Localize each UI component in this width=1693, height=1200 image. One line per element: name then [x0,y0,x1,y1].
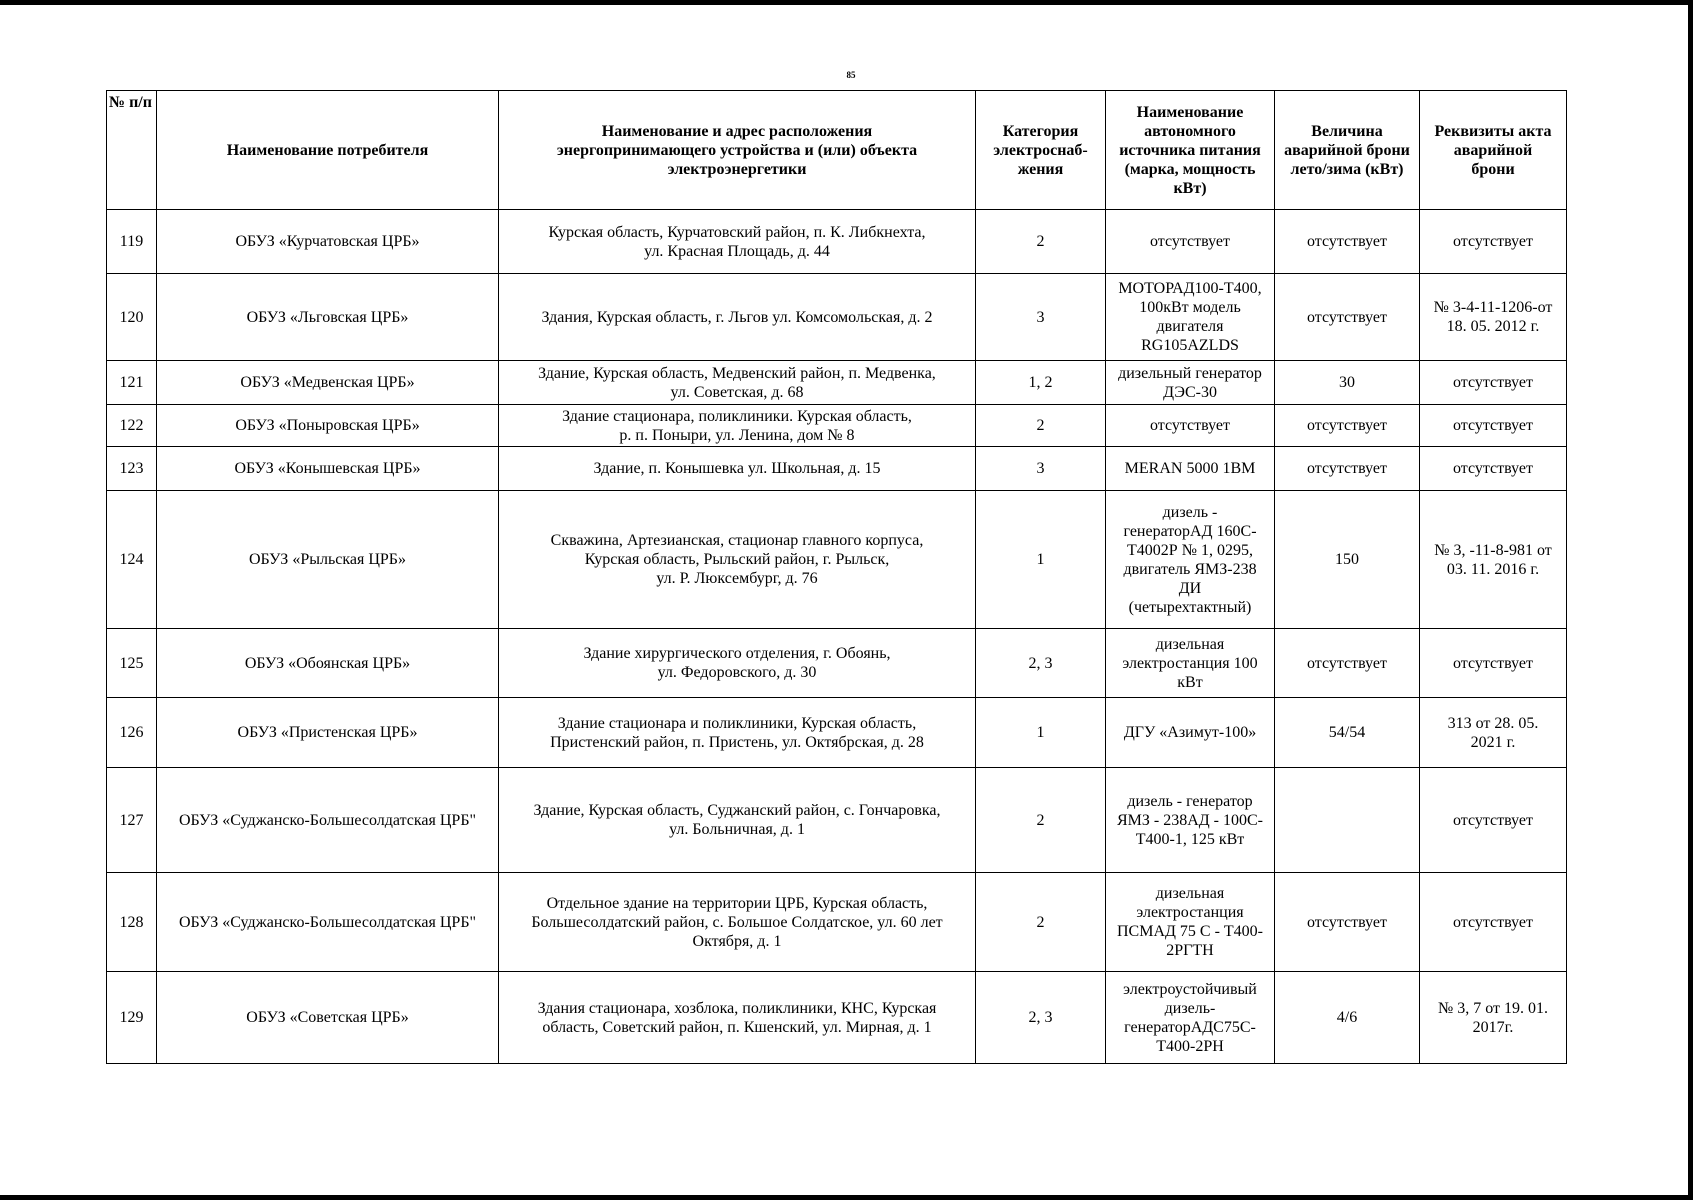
cell-consumer: ОБУЗ «Льговская ЦРБ» [157,274,499,361]
cell-line: MERAN 5000 1BM [1124,460,1256,477]
cell-category: 3 [976,274,1106,361]
cell-line: ул. Федоровского, д. 30 [657,664,817,681]
cell-line: 100кВт модель [1139,299,1241,316]
cell-power-source [1106,491,1275,629]
table-row [107,210,1567,274]
table-row [107,698,1567,768]
cell-number: 128 [107,873,157,972]
table-row [107,361,1567,405]
cell-line: ЯМЗ - 238АД - 100С- [1116,811,1264,829]
cell-category: 3 [976,447,1106,491]
cell-line: электростанция 100 [1122,654,1258,672]
cell-consumer: ОБУЗ «Медвенская ЦРБ» [157,361,499,405]
cell-reserve-value: 54/54 [1275,698,1420,768]
cell-power-source [1106,274,1275,361]
cell-address [499,698,976,768]
cell-line: отсутствует [1452,811,1534,829]
cell-consumer: ОБУЗ «Пристенская ЦРБ» [157,698,499,768]
table-row [107,274,1567,361]
cell-line: кВт) [1173,179,1207,197]
cell-number: 123 [107,447,157,491]
cell-power-source [1106,873,1275,972]
cell-reserve-act [1420,873,1567,972]
table-body [107,210,1567,1064]
cell-line: Величина [1311,122,1383,140]
table-row [107,972,1567,1064]
cell-line: Здание, п. Конышевка ул. Школьная, д. 15 [593,460,881,477]
cell-reserve-act [1420,447,1567,491]
cell-number: 129 [107,972,157,1064]
cell-line: область, Советский район, п. Кшенский, ул. Мирная, д. 1 [542,1018,932,1036]
cell-line: Т400-2РН [1156,1037,1224,1055]
cell-number: 122 [107,405,157,447]
cell-reserve-value: отсутствует [1275,873,1420,972]
cell-number: 127 [107,768,157,873]
cell-line: 313 от 28. 05. [1447,714,1539,732]
page-border-bottom [0,1195,1693,1200]
table-row [107,873,1567,972]
cell-line: ДЭС-30 [1163,383,1217,401]
cell-consumer: ОБУЗ «Советская ЦРБ» [157,972,499,1064]
cell-line: ул. Советская, д. 68 [670,383,804,401]
cell-line: Наименование [1136,103,1244,121]
cell-line: Т400-1, 125 кВт [1135,830,1245,848]
cell-address [499,873,976,972]
cell-line: Здание стационара, поликлиники. Курская область, [562,407,912,425]
cell-line: Скважина, Артезианская, стационар главного корпуса, [550,532,924,549]
cell-power-source [1106,768,1275,873]
page-border-top [0,0,1693,5]
page-number: 85 [846,70,856,80]
cell-line: дизельная [1155,635,1225,653]
table-row [107,447,1567,491]
cell-line: ДГУ «Азимут-100» [1123,724,1257,741]
cell-category: 2, 3 [976,972,1106,1064]
cell-line: р. п. Поныри, ул. Ленина, дом № 8 [619,426,855,444]
cell-line: автономного [1144,122,1236,140]
cell-line: МОТОРАД100-Т400, [1118,280,1262,297]
cell-reserve-value: отсутствует [1275,274,1420,361]
cell-category: 2 [976,210,1106,274]
table-row [107,405,1567,447]
cell-line: дизель - генератор [1127,792,1253,810]
cell-line: 2РГТН [1166,942,1214,959]
cell-line: дизельная [1155,885,1225,902]
cell-line: электроснаб- [993,141,1088,159]
cell-line: ПСМАД 75 С - Т400- [1116,923,1264,940]
cell-reserve-act [1420,491,1567,629]
cell-line: отсутствует [1149,417,1231,434]
cell-reserve-value: 150 [1275,491,1420,629]
cell-address [499,972,976,1064]
cell-line: источника питания [1119,141,1261,159]
cell-reserve-act [1420,405,1567,447]
cell-reserve-act [1420,210,1567,274]
cell-line: Наименование и адрес расположения [601,122,873,140]
cell-line: генераторАД 160С- [1123,522,1257,540]
cell-line: Большесолдатский район, с. Большое Солдатское, ул. 60 лет [531,913,943,931]
cell-line: аварийной брони [1284,141,1410,159]
header-reserve [1275,91,1420,210]
cell-line: Здание, Курская область, Суджанский район, с. Гончаровка, [533,802,941,819]
cell-line: Т4002Р № 1, 0295, [1127,541,1253,559]
cell-reserve-value: отсутствует [1275,210,1420,274]
cell-line: кВт [1177,673,1203,691]
cell-reserve-value: отсутствует [1275,629,1420,698]
cell-number: 126 [107,698,157,768]
cell-consumer: ОБУЗ «Конышевская ЦРБ» [157,447,499,491]
cell-line: отсутствует [1149,233,1231,250]
cell-line: ул. Больничная, д. 1 [669,821,805,838]
cell-reserve-act [1420,361,1567,405]
cell-consumer: ОБУЗ «Курчатовская ЦРБ» [157,210,499,274]
cell-reserve-value: отсутствует [1275,405,1420,447]
cell-line: отсутствует [1452,374,1534,391]
cell-line: двигателя [1156,318,1224,335]
cell-line: жения [1017,160,1064,178]
cell-reserve-act [1420,698,1567,768]
cell-line: ул. Красная Площадь, д. 44 [644,242,830,260]
cell-consumer: ОБУЗ «Суджанско-Большесолдатская ЦРБ" [157,768,499,873]
cell-category: 2, 3 [976,629,1106,698]
cell-line: ул. Р. Люксембург, д. 76 [656,570,818,587]
cell-line: Здание стационара и поликлиники, Курская область, [557,714,917,732]
cell-address [499,405,976,447]
cell-power-source [1106,361,1275,405]
cell-number: 124 [107,491,157,629]
cell-line: отсутствует [1452,460,1534,477]
header-category [976,91,1106,210]
cell-line: дизель - [1162,503,1218,521]
cell-line: аварийной [1453,141,1533,159]
cell-line: лето/зима (кВт) [1290,160,1404,178]
cell-number: 125 [107,629,157,698]
cell-line: Здания стационара, хозблока, поликлиники, КНС, Курская [537,999,937,1017]
cell-line: Октября, д. 1 [692,932,782,950]
cell-line: RG105AZLDS [1141,337,1239,354]
cell-line: ДИ [1178,579,1202,597]
cell-consumer: ОБУЗ «Обоянская ЦРБ» [157,629,499,698]
cell-line: Здания, Курская область, г. Льгов ул. Комсомольская, д. 2 [541,308,933,326]
cell-line: дизельный генератор [1118,364,1262,382]
cell-reserve-act [1420,972,1567,1064]
header-source [1106,91,1275,210]
cell-power-source [1106,210,1275,274]
cell-line: отсутствует [1452,913,1534,931]
cell-power-source [1106,629,1275,698]
cell-power-source [1106,698,1275,768]
table-row [107,491,1567,629]
header-act [1420,91,1567,210]
header-address [499,91,976,210]
cell-address [499,629,976,698]
cell-address [499,447,976,491]
cell-line: Здание, Курская область, Медвенский район, п. Медвенка, [538,364,936,382]
cell-reserve-act [1420,768,1567,873]
cell-address [499,491,976,629]
cell-number: 121 [107,361,157,405]
cell-reserve-act [1420,274,1567,361]
cell-line: 2021 г. [1470,733,1516,751]
cell-line: электроустойчивый [1123,980,1257,998]
cell-consumer: ОБУЗ «Суджанско-Большесолдатская ЦРБ" [157,873,499,972]
cell-line: электростанция [1136,904,1244,921]
cell-line: (марка, мощность [1124,160,1256,178]
header-number: № п/п [107,91,157,210]
table-row [107,768,1567,873]
table-header-row [107,91,1567,210]
cell-line: отсутствует [1452,233,1534,250]
cell-category: 1, 2 [976,361,1106,405]
cell-line: дизель- [1164,999,1216,1017]
cell-category: 1 [976,698,1106,768]
cell-category: 2 [976,768,1106,873]
cell-category: 2 [976,405,1106,447]
cell-number: 120 [107,274,157,361]
table-row [107,629,1567,698]
cell-line: двигатель ЯМЗ-238 [1123,560,1257,578]
cell-reserve-value [1275,768,1420,873]
cell-line: 03. 11. 2016 г. [1446,560,1540,578]
cell-line: отсутствует [1452,654,1534,672]
cell-line: Курская область, Курчатовский район, п. К. Либкнехта, [548,223,926,241]
cell-address [499,361,976,405]
cell-line: Здание хирургического отделения, г. Обоянь, [583,645,891,662]
emergency-reserve-table [106,90,1567,1064]
cell-line: Реквизиты акта [1434,122,1552,140]
cell-line: № 3-4-11-1206-от [1433,299,1553,316]
cell-power-source [1106,405,1275,447]
cell-reserve-value: 4/6 [1275,972,1420,1064]
cell-address [499,768,976,873]
cell-line: брони [1471,160,1515,178]
cell-reserve-value: отсутствует [1275,447,1420,491]
cell-line: отсутствует [1452,417,1534,434]
cell-line: Категория [1002,122,1079,140]
cell-line: электроэнергетики [667,160,807,178]
cell-line: 18. 05. 2012 г. [1446,318,1540,335]
cell-line: № 3, -11-8-981 от [1434,541,1552,559]
cell-line: энергопринимающего устройства и (или) объекта [556,141,918,159]
cell-line: 2017г. [1472,1018,1514,1036]
cell-category: 1 [976,491,1106,629]
cell-address [499,210,976,274]
cell-reserve-value: 30 [1275,361,1420,405]
cell-power-source [1106,972,1275,1064]
cell-line: Курская область, Рыльский район, г. Рыльск, [584,551,890,568]
cell-reserve-act [1420,629,1567,698]
page-border-right [1688,0,1693,1200]
cell-line: Пристенский район, п. Пристень, ул. Октябрская, д. 28 [550,733,924,751]
cell-line: № 3, 7 от 19. 01. [1437,999,1549,1017]
cell-consumer: ОБУЗ «Рыльская ЦРБ» [157,491,499,629]
cell-number: 119 [107,210,157,274]
cell-address [499,274,976,361]
cell-line: генераторАДС75С- [1124,1018,1256,1036]
cell-category: 2 [976,873,1106,972]
cell-line: Отдельное здание на территории ЦРБ, Курская область, [546,894,928,912]
cell-consumer: ОБУЗ «Поныровская ЦРБ» [157,405,499,447]
cell-line: (четырехтактный) [1128,598,1252,616]
header-consumer: Наименование потребителя [157,91,499,210]
cell-power-source [1106,447,1275,491]
